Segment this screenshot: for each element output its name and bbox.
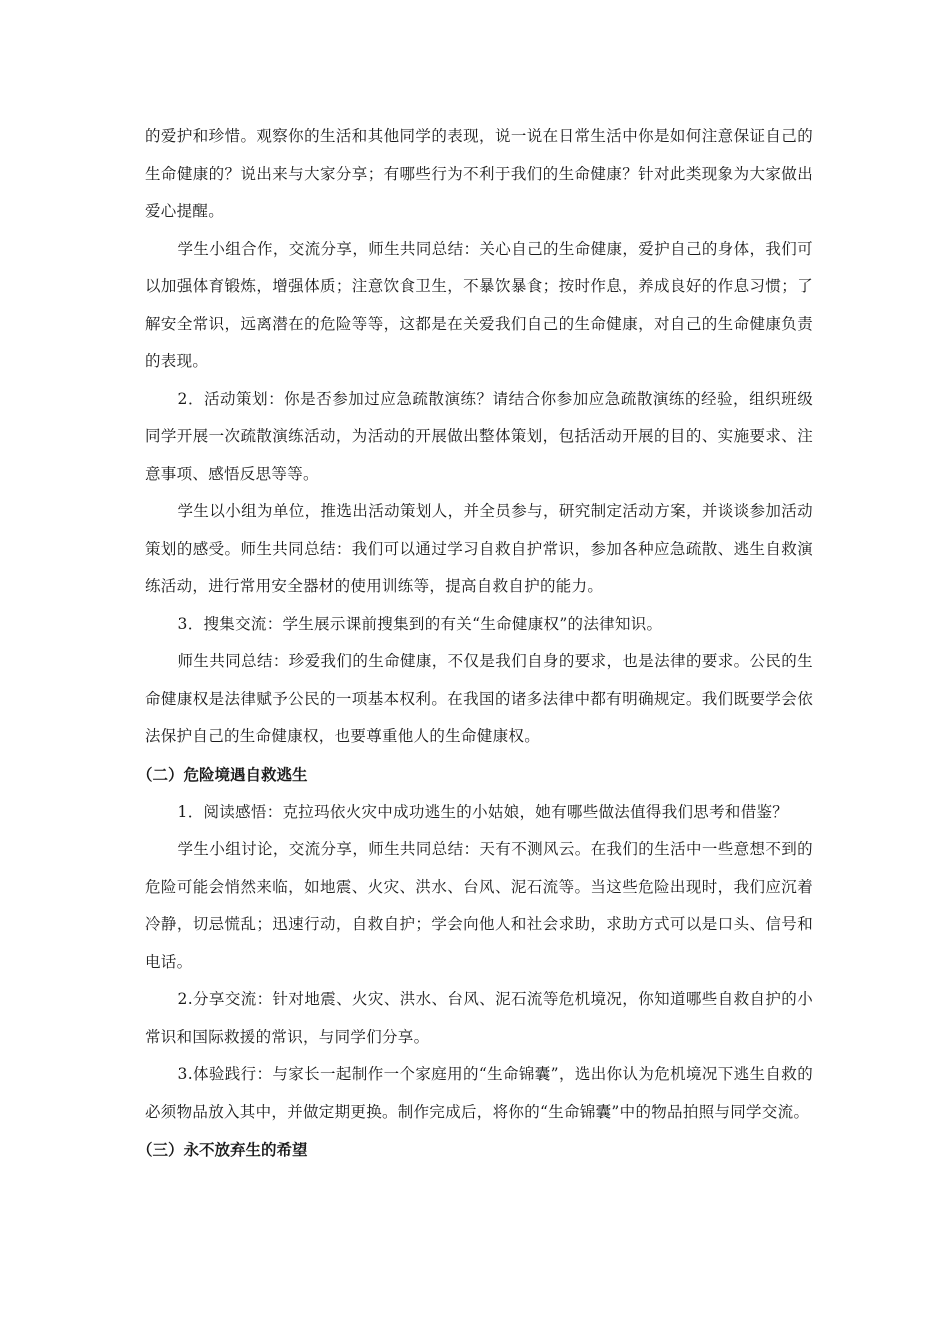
paragraph: 学生以小组为单位，推选出活动策划人，并全员参与，研究制定活动方案，并谈谈参加活动策划的感受。师生共同总结：我们可以通过学习自救自护常识，参加各种应急疏散、逃生自救演练活动，进行常用安全器材的使用训练等，提高自救自护的能力。 <box>145 502 813 595</box>
paragraph: 3．搜集交流：学生展示课前搜集到的有关“生命健康权”的法律知识。 <box>177 614 663 633</box>
section-heading: （二）危险境遇自救逃生 <box>137 765 308 784</box>
paragraph: 的爱护和珍惜。观察你的生活和其他同学的表现，说一说在日常生活中你是如何注意保证自己的生命健康的？说出来与大家分享；有哪些行为不利于我们的生命健康？针对此类现象为大家做出爱心提醒。 <box>145 127 813 220</box>
paragraph: 2.分享交流：针对地震、火灾、洪水、台风、泥石流等危机境况，你知道哪些自救自护的小常识和国际救援的常识，与同学们分享。 <box>145 990 813 1046</box>
document-body <box>137 118 813 1169</box>
paragraph: 2．活动策划：你是否参加过应急疏散演练？请结合你参加应急疏散演练的经验，组织班级同学开展一次疏散演练活动，为活动的开展做出整体策划，包括活动开展的目的、实施要求、注意事项、感悟反思等等。 <box>145 389 813 483</box>
paragraph: 3.体验践行：与家长一起制作一个家庭用的“生命锦囊”，选出你认为危机境况下逃生自救的必须物品放入其中，并做定期更换。制作完成后，将你的“生命锦囊”中的物品拍照与同学交流。 <box>145 1065 813 1121</box>
section-heading: （三）永不放弃生的希望 <box>137 1141 308 1159</box>
paragraph: 师生共同总结：珍爱我们的生命健康，不仅是我们自身的要求，也是法律的要求。公民的生命健康权是法律赋予公民的一项基本权利。在我国的诸多法律中都有明确规定。我们既要学会依法保护自己的生命健康权，也要尊重他人的生命健康权。 <box>145 652 813 745</box>
paragraph: 学生小组讨论，交流分享，师生共同总结：天有不测风云。在我们的生活中一些意想不到的危险可能会悄然来临，如地震、火灾、洪水、台风、泥石流等。当这些危险出现时，我们应沉着冷静，切忌慌乱；迅速行动，自救自护；学会向他人和社会求助，求助方式可以是口头、信号和电话。 <box>145 840 813 971</box>
paragraph: 学生小组合作，交流分享，师生共同总结：关心自己的生命健康，爱护自己的身体，我们可以加强体育锻炼，增强体质；注意饮食卫生，不暴饮暴食；按时作息，养成良好的作息习惯；了解安全常识，远离潜在的危险等等，这都是在关爱我们自己的生命健康，对自己的生命健康负责的表现。 <box>145 239 813 370</box>
paragraph: 1．阅读感悟：克拉玛依火灾中成功逃生的小姑娘，她有哪些做法值得我们思考和借鉴？ <box>177 802 789 821</box>
